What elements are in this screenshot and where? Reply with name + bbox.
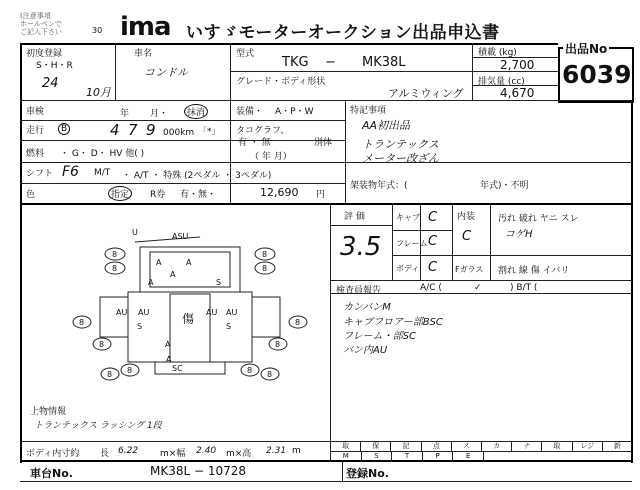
inspection-label: 車検 bbox=[26, 107, 45, 117]
tire-5: 8 bbox=[79, 318, 85, 327]
tire-11: 8 bbox=[107, 370, 113, 379]
check-h-6: ナ bbox=[511, 441, 541, 451]
check-h-7: 取 bbox=[541, 441, 571, 451]
mileage-digit-1: 4 bbox=[110, 121, 120, 139]
diag-a1: A bbox=[156, 258, 162, 267]
check-grid bbox=[330, 441, 632, 461]
report-line-3: フレーム・部SC bbox=[343, 331, 416, 342]
grade-value: アルミウィング bbox=[388, 87, 464, 100]
chassis-value: MK38L − 10728 bbox=[150, 464, 247, 478]
diag-a4: A bbox=[148, 278, 154, 287]
glass-label: Fガラス bbox=[455, 265, 484, 274]
dims-len-label: 長 bbox=[100, 449, 110, 459]
interior-note-2: コゲH bbox=[505, 229, 533, 240]
body-year-value: 年式)・不明 bbox=[480, 181, 529, 191]
report-bt: ) B/T ( bbox=[510, 283, 538, 293]
dims-h: 2.31 bbox=[266, 446, 287, 456]
model-dash: − bbox=[325, 55, 336, 70]
shift-value: F6 bbox=[62, 164, 79, 180]
diag-asu: ASU bbox=[172, 232, 189, 241]
recycle-amount: 12,690 bbox=[260, 186, 299, 199]
check-h-2: 記 bbox=[390, 441, 420, 451]
check-t-1: S bbox=[361, 452, 392, 462]
tire-2: 8 bbox=[112, 264, 118, 273]
car-name-label: 車名 bbox=[134, 49, 153, 59]
body-outline bbox=[128, 292, 252, 362]
fuel-label: 燃料 bbox=[26, 149, 45, 159]
corner-number: 30 bbox=[92, 26, 103, 35]
dims-len: 6.22 bbox=[118, 446, 139, 456]
dims-w: 2.40 bbox=[196, 446, 217, 456]
car-name-value: コンドル bbox=[144, 66, 188, 79]
glass-note: 割れ 線 傷 イバリ bbox=[498, 266, 570, 276]
capacity-label: 積載 (kg) bbox=[478, 48, 517, 58]
model-prefix: TKG bbox=[282, 55, 309, 70]
interior-note: 汚れ 破れ ヤニ スレ bbox=[498, 214, 579, 224]
dims-h-label: m×高 bbox=[226, 449, 252, 459]
ima-logo: ima bbox=[120, 12, 171, 42]
diag-s1: S bbox=[216, 278, 222, 287]
lot-number: 6039 bbox=[562, 60, 632, 89]
mileage-star: 「*」 bbox=[198, 127, 221, 137]
diag-scratch: 傷 bbox=[182, 312, 195, 326]
upper-label: 上物情報 bbox=[30, 407, 67, 417]
diag-u: U bbox=[132, 228, 138, 237]
mileage-digit-2: 7 bbox=[128, 121, 138, 139]
diag-s3: S bbox=[226, 322, 232, 331]
check-h-4: ス bbox=[451, 441, 481, 451]
diag-sc: SC bbox=[172, 364, 183, 373]
tire-3: 8 bbox=[262, 250, 268, 259]
corner-note: (注意事項 ホールペンで ご記入下さい bbox=[20, 12, 62, 36]
tire-7: 8 bbox=[295, 318, 301, 327]
shift-label: シフト bbox=[26, 169, 54, 179]
special-line-1: AA初出品 bbox=[362, 119, 411, 132]
recycle-opts: 有・無・ bbox=[180, 190, 217, 200]
report-ac: A/C ( bbox=[420, 283, 442, 293]
mileage-digit-3: 9 bbox=[146, 121, 156, 139]
tire-8: 8 bbox=[275, 340, 281, 349]
diag-au1: AU bbox=[116, 308, 128, 317]
displacement-label: 排気量 (cc) bbox=[478, 77, 525, 87]
tacho-paren: （ 年 月） bbox=[250, 152, 292, 162]
diag-au2: AU bbox=[138, 308, 150, 317]
first-reg-year: 24 bbox=[42, 76, 59, 91]
cab-value: C bbox=[428, 210, 438, 225]
check-t-2: T bbox=[391, 452, 422, 462]
body-year-label: 架装物年式：( bbox=[350, 181, 408, 191]
interior-label: 内装 bbox=[457, 212, 476, 222]
report-line-4: バン内AU bbox=[343, 345, 388, 356]
score-value: 3.5 bbox=[340, 232, 382, 262]
diag-a6: A bbox=[166, 355, 172, 364]
inspection-year: 年 bbox=[120, 109, 130, 119]
tire-1: 8 bbox=[112, 250, 118, 259]
frame-label: フレーム bbox=[396, 239, 428, 248]
body-center bbox=[170, 294, 210, 362]
check-blank bbox=[483, 452, 632, 462]
inspection-month: 月・ bbox=[150, 109, 169, 119]
special-line-2: トランテックス bbox=[362, 138, 439, 151]
capacity-value: 2,700 bbox=[500, 58, 535, 72]
check-h-8: レジ bbox=[572, 441, 602, 451]
diag-a3: A bbox=[170, 270, 176, 279]
tire-12: 8 bbox=[267, 370, 273, 379]
check-h-9: 新 bbox=[602, 441, 632, 451]
model-value: MK38L bbox=[362, 55, 406, 70]
color-value: 指定 bbox=[108, 186, 132, 201]
dims-unit: m bbox=[292, 446, 301, 456]
diag-au4: AU bbox=[226, 308, 238, 317]
cab-label: キャブ bbox=[396, 213, 420, 222]
dims-label: ボディ内寸約 bbox=[26, 449, 80, 459]
check-h-0: 取 bbox=[330, 441, 360, 451]
check-h-3: 点 bbox=[421, 441, 451, 451]
recycle-label: R券 bbox=[150, 190, 166, 200]
score-label: 評 価 bbox=[344, 212, 365, 222]
shift-mt: M/T bbox=[94, 168, 111, 178]
truck-diagram bbox=[70, 222, 310, 382]
report-line-1: カンバンM bbox=[343, 302, 391, 313]
fuel-opts: ・ G・ D・ HV 他( ) bbox=[60, 149, 145, 159]
grade-label: グレード・ボディ形状 bbox=[236, 77, 326, 87]
tacho-label: タコグラフ、 bbox=[236, 126, 290, 136]
mileage-circle: B bbox=[58, 123, 70, 135]
report-label: 検査員報告 bbox=[336, 286, 382, 296]
check-t-4: E bbox=[452, 452, 483, 462]
lot-label: 出品No bbox=[565, 42, 608, 56]
equipment-label: 装備・ bbox=[236, 107, 264, 117]
left-side-panel bbox=[100, 297, 128, 337]
special-label: 特記事項 bbox=[350, 106, 387, 116]
report-line-2: キャブフロアー部BSC bbox=[343, 317, 443, 328]
frame-value: C bbox=[428, 234, 438, 249]
form-title: いすゞモーターオークション出品申込書 bbox=[186, 23, 500, 43]
u-pointer bbox=[135, 237, 200, 242]
shift-opts: ・ A/T ・ 特殊 (2ペダル ・ 3ペダル) bbox=[122, 171, 272, 181]
tire-9: 8 bbox=[127, 366, 133, 375]
recycle-unit: 円 bbox=[316, 190, 326, 200]
diag-s2: S bbox=[137, 322, 143, 331]
report-ac-mark: ✓ bbox=[474, 283, 482, 293]
tacho-choices: 有 ・ 無 bbox=[238, 138, 271, 148]
mileage-label: 走行 bbox=[26, 126, 45, 136]
tacho-separate: 別体 bbox=[314, 138, 333, 148]
first-reg-label: 初度登録 bbox=[26, 49, 63, 59]
tire-10: 8 bbox=[247, 366, 253, 375]
diag-a5: A bbox=[165, 340, 171, 349]
chassis-label: 車台No. bbox=[30, 467, 73, 480]
body-label: ボディ bbox=[396, 264, 420, 273]
equipment-value: A・P・W bbox=[275, 107, 314, 117]
tire-6: 8 bbox=[99, 340, 105, 349]
upper-value: トランテックス ラッシング 1段 bbox=[34, 421, 162, 431]
mileage-unit: 000km bbox=[163, 128, 195, 138]
special-line-3: メーター改ざん bbox=[362, 152, 439, 165]
color-label: 色 bbox=[26, 190, 36, 200]
cab-outline bbox=[140, 247, 240, 292]
tire-4: 8 bbox=[262, 264, 268, 273]
check-h-5: カ bbox=[481, 441, 511, 451]
right-side-panel bbox=[252, 297, 280, 337]
dims-w-label: m×幅 bbox=[160, 449, 186, 459]
displacement-value: 4,670 bbox=[500, 86, 535, 100]
first-reg-month: 10月 bbox=[86, 86, 111, 99]
diag-a2: A bbox=[186, 258, 192, 267]
inspection-status: 抹消 bbox=[184, 104, 208, 119]
first-reg-eras: S・H・R bbox=[36, 61, 73, 71]
check-t-3: P bbox=[422, 452, 453, 462]
check-t-0: M bbox=[330, 452, 361, 462]
model-label: 型式 bbox=[236, 49, 255, 59]
body-value: C bbox=[428, 260, 438, 275]
reg-no-label: 登録No. bbox=[346, 467, 389, 480]
interior-value: C bbox=[462, 229, 472, 244]
check-h-1: 保 bbox=[360, 441, 390, 451]
diag-au3: AU bbox=[206, 308, 218, 317]
